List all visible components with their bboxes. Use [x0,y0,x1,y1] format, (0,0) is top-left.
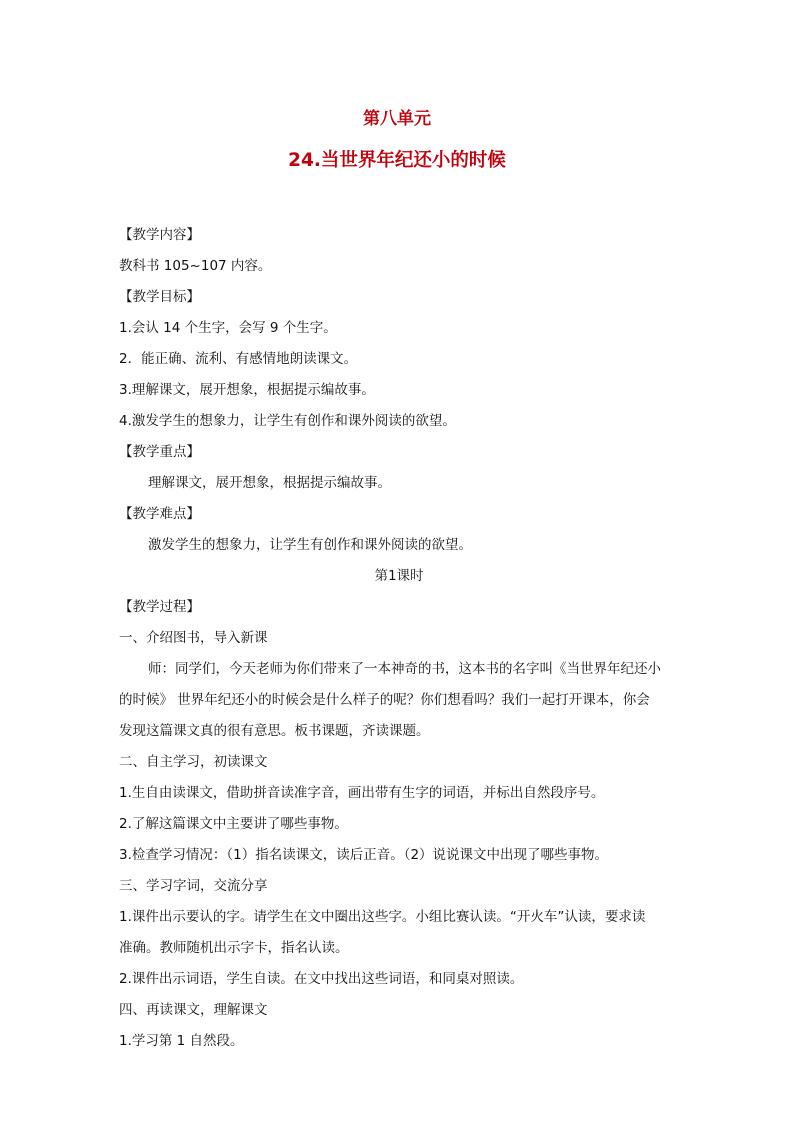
paragraph-line: 发现这篇课文真的很有意思。板书课题，齐读课题。 [119,723,430,739]
lesson-title: 24.当世界年纪还小的时候 [288,150,506,171]
paragraph-line: 【教学难点】 [119,506,200,522]
paragraph-line: 2．能正确、流利、有感情地朗读课文。 [119,351,358,367]
paragraph-line: 1.课件出示要认的字。请学生在文中圈出这些字。小组比赛认读。“开火车”认读，要求读 [119,909,646,925]
document-body [119,220,679,1057]
paragraph-line: 教科书 105~107 内容。 [119,258,272,274]
paragraph-line: 3.理解课文，展开想象，根据提示编故事。 [119,382,375,398]
paragraph-line: 准确。教师随机出示字卡，指名认读。 [119,940,349,956]
paragraph-line: 第1课时 [374,568,424,584]
paragraph-line: 激发学生的想象力，让学生有创作和课外阅读的欲望。 [148,537,472,553]
paragraph-line: 4.激发学生的想象力，让学生有创作和课外阅读的欲望。 [119,413,456,429]
unit-title: 第八单元 [363,109,431,129]
paragraph-line: 【教学重点】 [119,444,200,460]
paragraph-line: 师：同学们，今天老师为你们带来了一本神奇的书，这本书的名字叫《当世界年纪还小 [148,661,661,677]
paragraph-line: 四、再读课文，理解课文 [119,1002,268,1018]
paragraph-line: 【教学内容】 [119,227,200,243]
paragraph-line: 1.会认 14 个生字，会写 9 个生字。 [119,320,337,336]
paragraph-line: 1.生自由读课文，借助拼音读准字音，画出带有生字的词语，并标出自然段序号。 [119,785,605,801]
paragraph-line: 3.检查学习情况：（1）指名读课文，读后正音。（2）说说课文中出现了哪些事物。 [119,847,609,863]
paragraph-line: 理解课文，展开想象，根据提示编故事。 [148,475,391,491]
paragraph-line: 2.了解这篇课文中主要讲了哪些事物。 [119,816,348,832]
paragraph-line: 【教学过程】 [119,599,200,615]
paragraph-line: 一、介绍图书，导入新课 [119,630,268,646]
paragraph-line: 1.学习第 1 自然段。 [119,1033,244,1049]
paragraph-line: 二、自主学习，初读课文 [119,754,268,770]
paragraph-line: 的时候》 世界年纪还小的时候会是什么样子的呢？你们想看吗？我们一起打开课本，你会 [119,692,650,708]
paragraph-line: 【教学目标】 [119,289,200,305]
paragraph-line: 2.课件出示词语，学生自读。在文中找出这些词语，和同桌对照读。 [119,971,524,987]
paragraph-line: 三、学习字词，交流分享 [119,878,268,894]
